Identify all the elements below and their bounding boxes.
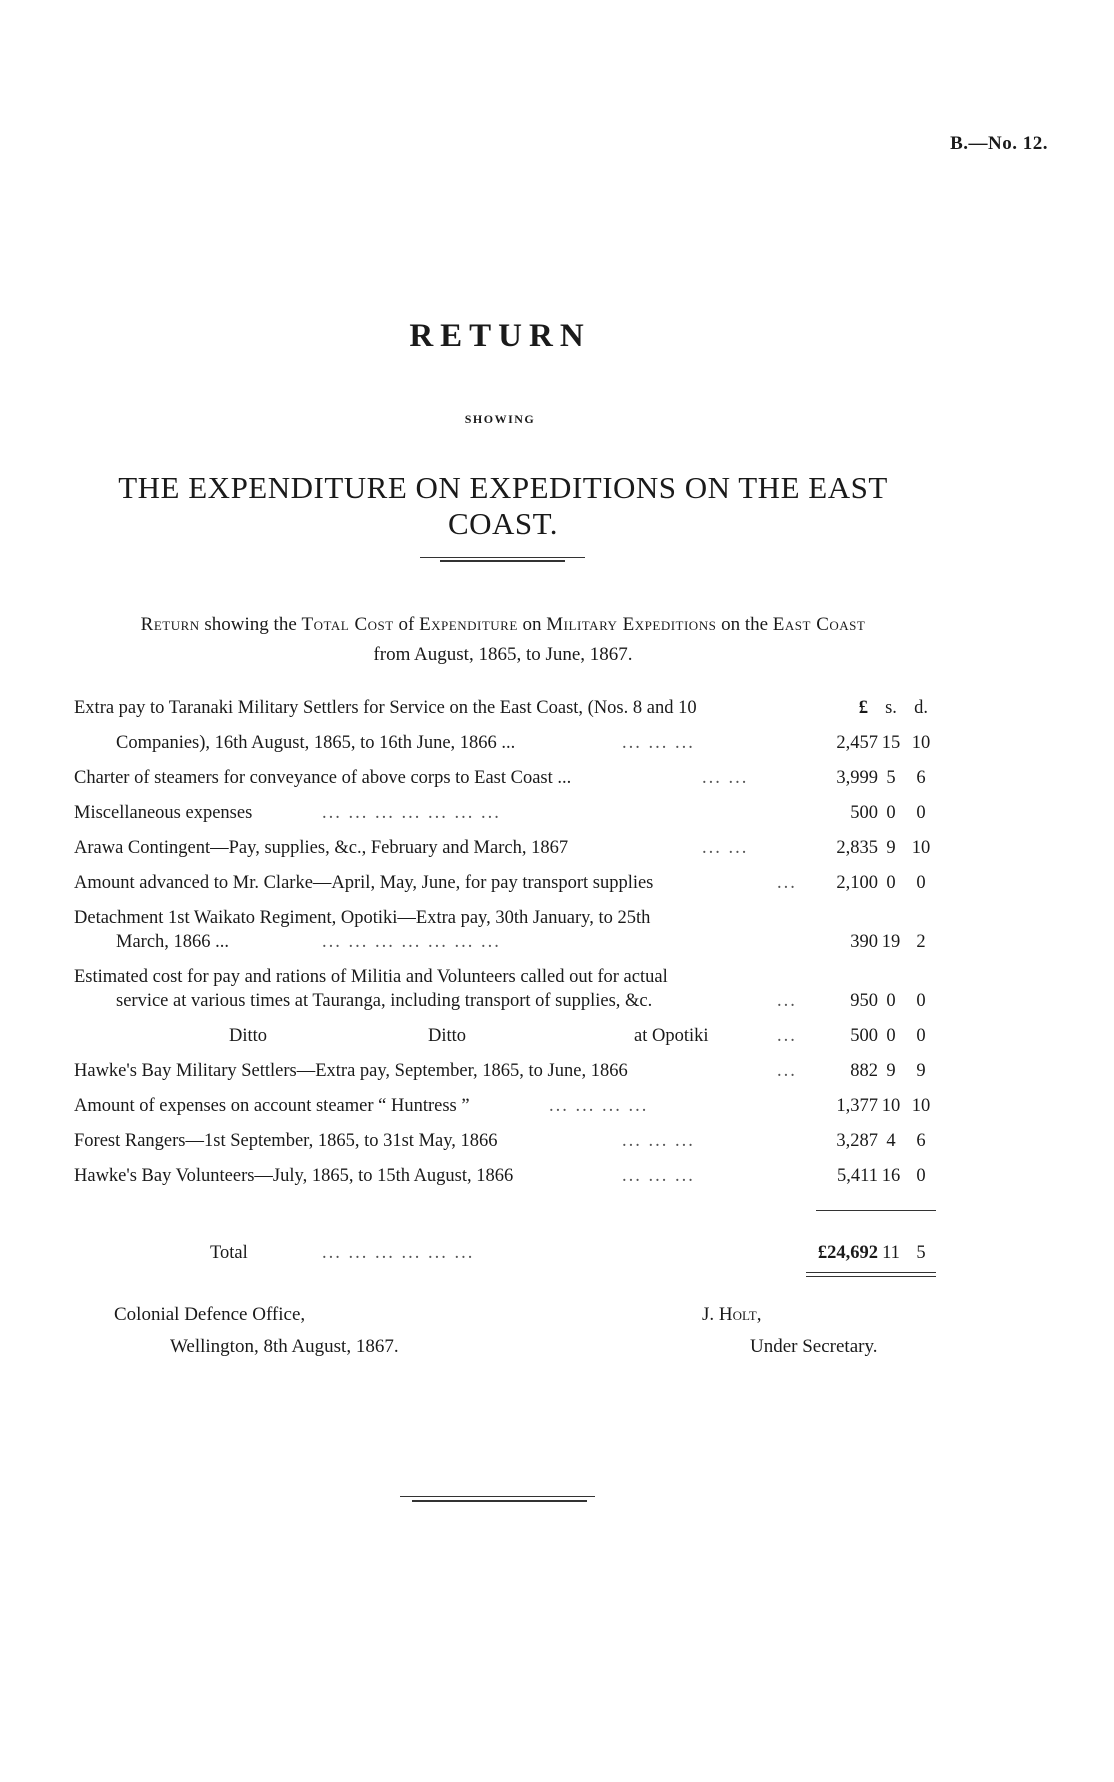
total-row bbox=[74, 1240, 936, 1266]
table-row bbox=[74, 835, 936, 861]
amount-shillings: 16 bbox=[881, 1166, 901, 1186]
leader-dots: ... ... ... bbox=[622, 733, 695, 753]
amount-shillings: 9 bbox=[886, 1061, 896, 1081]
amount-pounds: 2,100 bbox=[836, 873, 878, 893]
table-row bbox=[74, 870, 936, 896]
pounds-column-header: £ bbox=[858, 698, 868, 718]
amount-pence: 2 bbox=[916, 932, 926, 952]
amount-pence: 10 bbox=[911, 1096, 931, 1116]
heading-word-expenditure: Expenditure bbox=[419, 614, 518, 635]
pence-column-header: d. bbox=[914, 698, 928, 718]
row-description: Amount of expenses on account steamer “ Huntress ” bbox=[74, 1096, 470, 1116]
signature-place-date: Wellington, 8th August, 1867. bbox=[170, 1336, 399, 1357]
leader-dots: ... bbox=[777, 1061, 797, 1081]
table-row bbox=[74, 1128, 936, 1154]
table-row bbox=[74, 800, 936, 826]
amount-shillings: 9 bbox=[886, 838, 896, 858]
row-description: Charter of steamers for conveyance of above corps to East Coast ... bbox=[74, 768, 572, 788]
row-description: Arawa Contingent—Pay, supplies, &c., February and March, 1867 bbox=[74, 838, 569, 858]
row-description: Forest Rangers—1st September, 1865, to 31st May, 1866 bbox=[74, 1131, 498, 1151]
row-description: Amount advanced to Mr. Clarke—April, May, June, for pay transport supplies bbox=[74, 873, 654, 893]
showing-label: SHOWING bbox=[464, 412, 536, 426]
ditto-1: Ditto bbox=[229, 1026, 268, 1046]
heading-text-4: on the bbox=[716, 614, 773, 635]
leader-dots: ... ... bbox=[702, 838, 749, 858]
amount-pence: 9 bbox=[916, 1061, 926, 1081]
leader-dots: ... ... ... bbox=[622, 1166, 695, 1186]
heading-text-2: of bbox=[393, 614, 420, 635]
table-row bbox=[74, 905, 936, 931]
table-row bbox=[74, 988, 936, 1014]
amount-shillings: 4 bbox=[886, 1131, 896, 1151]
row-description: Miscellaneous expenses bbox=[74, 803, 253, 823]
amount-pence: 0 bbox=[916, 991, 926, 1011]
amount-pounds: 950 bbox=[850, 991, 878, 1011]
leader-dots: ... bbox=[777, 873, 797, 893]
amount-pounds: 1,377 bbox=[836, 1096, 878, 1116]
amount-pence: 0 bbox=[916, 803, 926, 823]
shillings-column-header: s. bbox=[885, 698, 897, 718]
amount-pounds: 500 bbox=[850, 803, 878, 823]
row-1-description-line-2: Companies), 16th August, 1865, to 16th June, 1866 ... bbox=[116, 733, 516, 753]
amount-shillings: 0 bbox=[886, 1026, 896, 1046]
amount-pounds: 3,287 bbox=[836, 1131, 878, 1151]
table-row bbox=[74, 929, 936, 955]
table-row bbox=[74, 730, 936, 756]
amount-pence: 6 bbox=[916, 768, 926, 788]
leader-dots: ... bbox=[777, 1026, 797, 1046]
amount-pence: 6 bbox=[916, 1131, 926, 1151]
leader-dots: ... ... ... ... bbox=[549, 1096, 649, 1116]
amount-pounds: 2,457 bbox=[836, 733, 878, 753]
amount-pounds: 2,835 bbox=[836, 838, 878, 858]
amount-shillings: 5 bbox=[886, 768, 896, 788]
total-rule-bottom-2 bbox=[806, 1276, 936, 1277]
total-rule-bottom-1 bbox=[806, 1272, 936, 1273]
leader-dots: ... ... ... ... ... ... ... bbox=[322, 932, 501, 952]
total-pence: 5 bbox=[916, 1243, 926, 1263]
column-headers-row bbox=[74, 695, 936, 721]
amount-pence: 0 bbox=[916, 1026, 926, 1046]
heading-word-military-expeditions: Military Expeditions bbox=[546, 614, 717, 635]
leader-dots: ... bbox=[777, 991, 797, 1011]
title-divider-rule-inner bbox=[440, 560, 565, 562]
table-row bbox=[74, 765, 936, 791]
table-row bbox=[74, 1163, 936, 1189]
document-reference: B.—No. 12. bbox=[950, 133, 1048, 154]
ditto-2: Ditto bbox=[428, 1026, 467, 1046]
leader-dots: ... ... ... ... ... ... ... bbox=[322, 803, 501, 823]
heading-text-3: on bbox=[517, 614, 547, 635]
document-title: RETURN bbox=[409, 318, 591, 354]
amount-shillings: 0 bbox=[886, 803, 896, 823]
amount-shillings: 15 bbox=[881, 733, 901, 753]
row-description: Hawke's Bay Military Settlers—Extra pay, September, 1865, to June, 1866 bbox=[74, 1061, 628, 1081]
table-row bbox=[74, 964, 936, 990]
amount-pounds: 3,999 bbox=[836, 768, 878, 788]
amount-shillings: 10 bbox=[881, 1096, 901, 1116]
row-6-description-line-1: Detachment 1st Waikato Regiment, Opotiki—Extra pay, 30th January, to 25th bbox=[74, 908, 651, 928]
signature-name: J. Holt, bbox=[702, 1304, 762, 1325]
total-pounds: £24,692 bbox=[817, 1243, 878, 1263]
total-label: Total bbox=[210, 1243, 248, 1263]
leader-dots: ... ... ... bbox=[622, 1131, 695, 1151]
signature-office: Colonial Defence Office, bbox=[114, 1304, 306, 1325]
amount-pence: 10 bbox=[911, 733, 931, 753]
amount-pounds: 882 bbox=[850, 1061, 878, 1081]
table-heading bbox=[74, 610, 932, 670]
heading-word-return: Return bbox=[140, 614, 200, 635]
leader-dots: ... ... bbox=[702, 768, 749, 788]
heading-word-total-cost: Total Cost bbox=[301, 614, 394, 635]
total-rule-top bbox=[816, 1210, 936, 1211]
row-description: Hawke's Bay Volunteers—July, 1865, to 15th August, 1866 bbox=[74, 1166, 514, 1186]
amount-pounds: 5,411 bbox=[837, 1166, 878, 1186]
title-divider-rule bbox=[420, 557, 585, 558]
amount-shillings: 0 bbox=[886, 873, 896, 893]
heading-text-1: showing the bbox=[199, 614, 302, 635]
heading-word-east-coast: East Coast bbox=[772, 614, 866, 635]
document-subtitle: THE EXPENDITURE ON EXPEDITIONS ON THE EAST COAST. bbox=[118, 470, 888, 541]
amount-pounds: 500 bbox=[850, 1026, 878, 1046]
table-heading-line-1 bbox=[74, 610, 932, 640]
row-7-description-line-2: service at various times at Tauranga, including transport of supplies, &c. bbox=[116, 991, 653, 1011]
amount-shillings: 19 bbox=[881, 932, 901, 952]
table-row bbox=[74, 1058, 936, 1084]
table-row bbox=[74, 1093, 936, 1119]
total-shillings: 11 bbox=[882, 1243, 900, 1263]
amount-pence: 10 bbox=[911, 838, 931, 858]
table-row bbox=[74, 1023, 936, 1049]
footer-rule-inner bbox=[412, 1500, 587, 1502]
row-7-description-line-1: Estimated cost for pay and rations of Militia and Volunteers called out for actual bbox=[74, 967, 668, 987]
footer-rule bbox=[400, 1496, 595, 1497]
amount-shillings: 0 bbox=[886, 991, 896, 1011]
ditto-location: at Opotiki bbox=[634, 1026, 709, 1046]
leader-dots: ... ... ... ... ... ... bbox=[322, 1243, 475, 1263]
amount-pence: 0 bbox=[916, 873, 926, 893]
row-1-description-line-1: Extra pay to Taranaki Military Settlers for Service on the East Coast, (Nos. 8 and 10 bbox=[74, 698, 697, 718]
signature-role: Under Secretary. bbox=[750, 1336, 878, 1357]
amount-pounds: 390 bbox=[850, 932, 878, 952]
amount-pence: 0 bbox=[916, 1166, 926, 1186]
table-heading-line-2: from August, 1865, to June, 1867. bbox=[373, 644, 633, 665]
row-6-description-line-2: March, 1866 ... bbox=[116, 932, 230, 952]
